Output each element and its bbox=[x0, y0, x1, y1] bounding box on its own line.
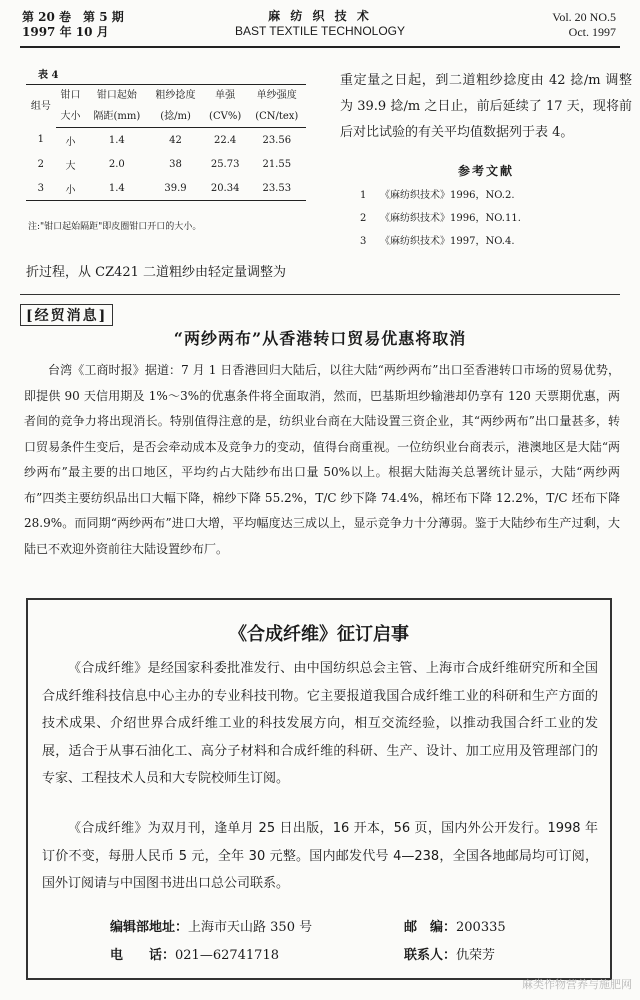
contact-person bbox=[404, 946, 495, 966]
notice-title: 《合成纤维》征订启事 bbox=[229, 624, 409, 645]
contact-value: 仇荣芳 bbox=[456, 948, 496, 963]
reference-item bbox=[360, 184, 521, 207]
table-header-row bbox=[26, 85, 306, 107]
news-section-tag: [经贸消息] bbox=[20, 304, 113, 326]
reference-number: 3 bbox=[360, 236, 367, 247]
telephone-label: 电 话： bbox=[110, 948, 176, 963]
table-cell: 22.4 bbox=[214, 134, 237, 146]
table-header-row bbox=[26, 106, 306, 128]
issue-volume: 第 20 卷 第 5 期 bbox=[22, 10, 124, 24]
postcode-value: 200335 bbox=[456, 920, 506, 935]
table-row bbox=[26, 128, 306, 153]
telephone bbox=[110, 946, 279, 966]
table-title: 表 4 bbox=[38, 70, 59, 81]
reference-text: 《麻纺织技术》1996，NO.2. bbox=[380, 190, 515, 201]
notice-paragraph: 《合成纤维》是经国家科委批准发行、由中国纺织总会主管、上海市合成纤维研究所和全国合成纤维科技信息中心主办的专业科技刊物。它主要报道我国合成纤维工业的科研和生产方面的技术成果、介绍世界合成纤维工业的科技发展方向，相互交流经验，以推动我国合纤工业的发展，适合于从事石油化工、高分子材料和合成纤维的科研、生产、设计、加工应用及管理部门的专家、工程技术人员和大专院校师生订阅。 bbox=[42, 661, 598, 786]
postcode-label: 邮 编： bbox=[404, 920, 457, 935]
telephone-value: 021—62741718 bbox=[175, 948, 279, 963]
table-note: 注:"钳口起始隔距"即皮圈钳口开口的大小。 bbox=[28, 222, 202, 232]
journal-name-cn: 麻 纺 织 技 术 bbox=[268, 9, 372, 23]
table-cell: 3 bbox=[26, 176, 56, 201]
table-cell: 21.55 bbox=[262, 158, 292, 170]
table-cell: 2.0 bbox=[108, 158, 125, 170]
table-cell: 1.4 bbox=[108, 134, 125, 146]
table-cell: 1 bbox=[37, 134, 45, 146]
section-rule bbox=[20, 294, 620, 295]
contact-label: 联系人： bbox=[404, 948, 457, 963]
table-header-cell: 组号 bbox=[26, 85, 56, 128]
postcode bbox=[404, 918, 506, 938]
table-4 bbox=[26, 84, 306, 201]
table-cell: 小 bbox=[65, 136, 76, 148]
table-header-cell: 大小 bbox=[56, 106, 86, 128]
table-header-cell: (CV%) bbox=[203, 106, 248, 128]
reference-item bbox=[360, 230, 521, 253]
table-header-cell: (CN/tex) bbox=[248, 106, 306, 128]
news-body: 台湾《工商时报》据道：7 月 1 日香港回归大陆后，以往大陆“两纱两布”出口至香港转口市场的贸易优势，即提供 90 天信用期及 1%～3%的优惠条件将全面取消，然而，巴基斯坦纱输港却仍享有 120 天票期优惠，两者间的竞争力将出现消长。特别值得注意的是，纺织业台商在大陆设置三资企业，其“两纱两布”出口量甚多，转口贸易条件生变后，是否会牵动成本及竞争力的变动，值得台商重视。一位纺织业台商表示，港澳地区是大陆“两纱两布”最主要的出口地区，平均约占大陆纱布出口量 50%以上。根据大陆海关总署统计显示，大陆“两纱两布”四类主要纺织品出口大幅下降，棉纱下降 55.2%，T/C 纱下降 74.4%，棉坯布下降 12.2%，T/C 坯布下降 28.9%。而同期“两纱两布”进口大增，平均幅度达三成以上，显示竞争力十分薄弱。鉴于大陆纱布生产过剩，大陆已不欢迎外资前往大陆设置纱布厂。 bbox=[24, 363, 620, 556]
journal-name-en: BAST TEXTILE TECHNOLOGY bbox=[234, 24, 406, 38]
table-cell: 大 bbox=[65, 160, 76, 172]
table-cell: 23.56 bbox=[262, 134, 292, 146]
reference-text: 《麻纺织技术》1996，NO.11. bbox=[380, 213, 521, 224]
table-header-cell: 粗纱捻度 bbox=[148, 85, 202, 107]
address-value: 上海市天山路 350 号 bbox=[188, 920, 313, 935]
journal-name bbox=[0, 9, 640, 39]
table-row bbox=[26, 176, 306, 201]
table-header-cell: 钳口起始 bbox=[85, 85, 148, 107]
reference-item bbox=[360, 207, 521, 230]
table-cell: 25.73 bbox=[210, 158, 240, 170]
address-label: 编辑部地址： bbox=[110, 920, 189, 935]
notice-paragraph: 《合成纤维》为双月刊，逢单月 25 日出版，16 开本，56 页，国内外公开发行。1998 年订价不变，每册人民币 5 元，全年 30 元整。国内邮发代号 4—238，全国各地邮局均可订阅，国外订阅请与中国图书进出口总公司联系。 bbox=[42, 821, 598, 891]
issue-date: 1997 年 10 月 bbox=[22, 25, 109, 39]
table-cell: 小 bbox=[56, 176, 86, 201]
issue-volume-en: Vol. 20 NO.5 bbox=[552, 10, 616, 24]
table-row bbox=[26, 152, 306, 176]
journal-issue-en bbox=[552, 10, 616, 40]
table-cell: 20.34 bbox=[203, 176, 248, 201]
header-rule bbox=[20, 46, 620, 48]
reference-number: 1 bbox=[360, 190, 367, 201]
editorial-address bbox=[110, 918, 312, 938]
table-cell: 23.53 bbox=[248, 176, 306, 201]
issue-date-en: Oct. 1997 bbox=[568, 25, 616, 39]
references-list bbox=[360, 184, 521, 253]
body-text-left: 折过程，从 CZ421 二道粗纱由轻定量调整为 bbox=[26, 265, 287, 280]
news-title: “两纱两布”从香港转口贸易优惠将取消 bbox=[173, 329, 467, 348]
table-header-cell: 隔距(mm) bbox=[85, 106, 148, 128]
reference-number: 2 bbox=[360, 213, 367, 224]
table-cell: 2 bbox=[37, 158, 45, 170]
table-cell: 1.4 bbox=[85, 176, 148, 201]
table-header-cell: 单纱强度 bbox=[248, 85, 306, 107]
table-header-cell: 单强 bbox=[203, 85, 248, 107]
references-title: 参考文献 bbox=[457, 164, 514, 178]
reference-text: 《麻纺织技术》1997，NO.4. bbox=[380, 236, 515, 247]
table-cell: 39.9 bbox=[148, 176, 202, 201]
watermark: 麻类作物营养与施肥网 bbox=[522, 978, 632, 991]
table-cell: 42 bbox=[169, 134, 182, 146]
table-cell: 38 bbox=[169, 158, 182, 170]
table-header-cell: (捻/m) bbox=[148, 106, 202, 128]
body-text-right: 重定量之日起，到二道粗纱捻度由 42 捻/m 调整为 39.9 捻/m 之日止，前后延续了 17 天，现将前后对比试验的有关平均值数据列于表 4。 bbox=[340, 73, 632, 140]
table-header-cell: 钳口 bbox=[56, 85, 86, 107]
